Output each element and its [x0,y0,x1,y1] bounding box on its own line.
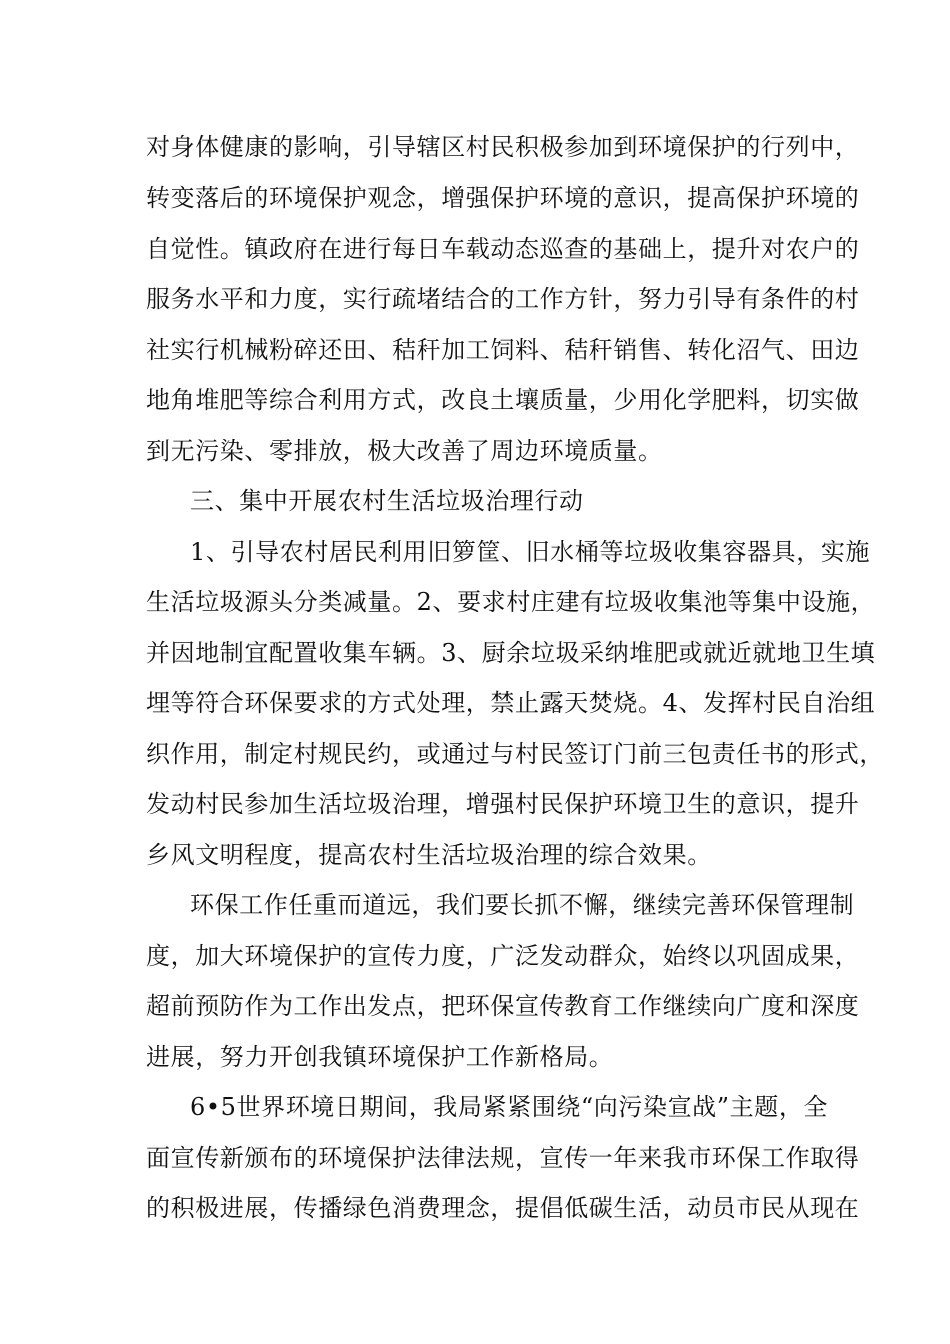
text-line: 进展，努力开创我镇环境保护工作新格局。 [146,1043,614,1071]
text-line: 的积极进展，传播绿色消费理念，提倡低碳生活，动员市民从现在 [146,1194,860,1222]
text-line: 自觉性。镇政府在进行每日车载动态巡查的基础上，提升对农户的 [146,235,860,263]
text-line: 到无污染、零排放，极大改善了周边环境质量。 [146,437,663,465]
text-line: 埋等符合环保要求的方式处理，禁止露天焚烧。4、发挥村民自治组 [146,689,876,717]
text-line: 织作用，制定村规民约，或通过与村民签订门前三包责任书的形式， [146,740,884,768]
text-line: 乡风文明程度，提高农村生活垃圾治理的综合效果。 [146,841,712,869]
text-line: 超前预防作为工作出发点，把环保宣传教育工作继续向广度和深度 [146,992,860,1020]
text-line: 社实行机械粉碎还田、秸秆加工饲料、秸秆销售、转化沼气、田边 [146,336,860,364]
text-line: 转变落后的环境保护观念，增强保护环境的意识，提高保护环境的 [146,184,860,212]
text-line: 度，加大环境保护的宣传力度，广泛发动群众，始终以巩固成果， [146,942,860,970]
section-heading: 三、集中开展农村生活垃圾治理行动 [190,487,584,515]
text-line: 发动村民参加生活垃圾治理，增强村民保护环境卫生的意识，提升 [146,790,860,818]
text-line: 环保工作任重而道远，我们要长抓不懈，继续完善环保管理制 [190,891,855,919]
text-line: 并因地制宜配置收集车辆。3、厨余垃圾采纳堆肥或就近就地卫生填 [146,639,876,667]
text-line: 6•5世界环境日期间，我局紧紧围绕“向污染宣战”主题，全 [190,1093,829,1121]
text-line: 服务水平和力度，实行疏堵结合的工作方针，努力引导有条件的村 [146,285,860,313]
text-line: 地角堆肥等综合利用方式，改良土壤质量，少用化学肥料，切实做 [146,386,860,414]
text-line: 面宣传新颁布的环境保护法律法规，宣传一年来我市环保工作取得 [146,1144,860,1172]
text-line: 对身体健康的影响，引导辖区村民积极参加到环境保护的行列中， [146,133,860,161]
text-line: 生活垃圾源头分类减量。2、要求村庄建有垃圾收集池等集中设施， [146,588,876,616]
text-line: 1、引导农村居民利用旧箩筐、旧水桶等垃圾收集容器具，实施 [190,538,871,566]
